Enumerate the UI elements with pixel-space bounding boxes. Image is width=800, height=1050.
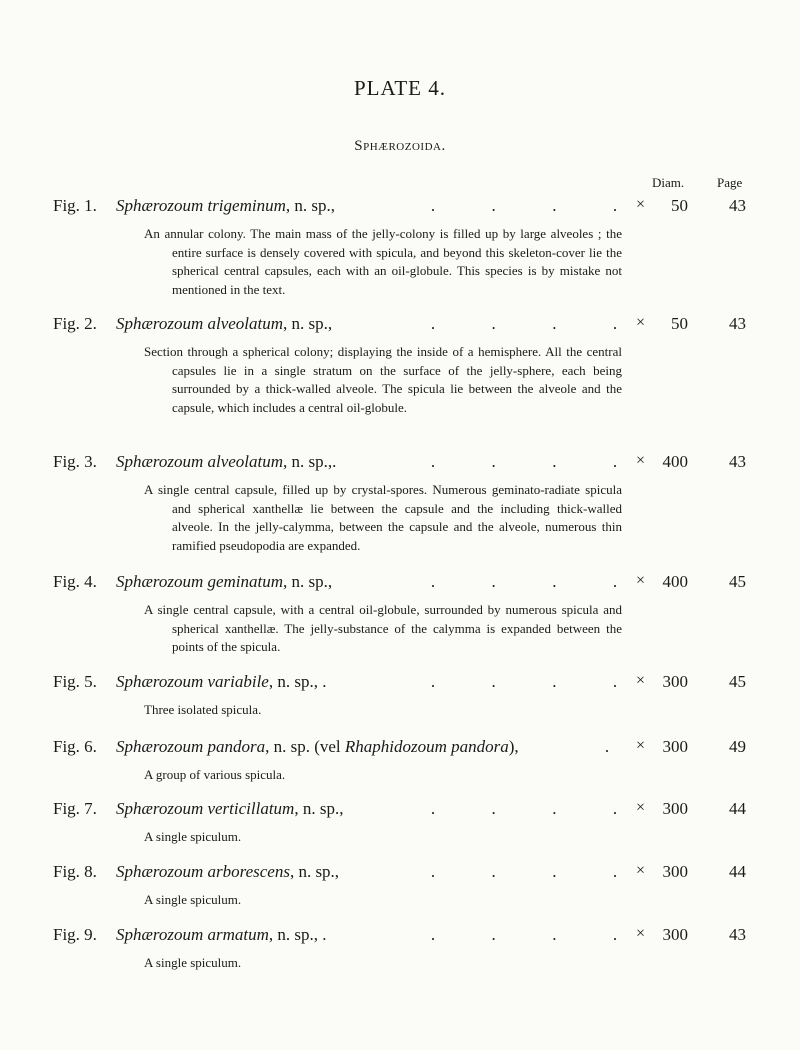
figure-label: Fig. 1. [53, 196, 97, 215]
species-name: Sphærozoum alveolatum [116, 314, 284, 333]
figure-label: Fig. 3. [53, 452, 97, 471]
leader-dots: . . . . [430, 925, 618, 944]
leader-dots: . . . . [430, 196, 618, 215]
times-symbol: × [636, 925, 646, 942]
section-title: Sphærozoida. [354, 138, 446, 154]
figure-label: Fig. 4. [53, 572, 97, 591]
species-suffix: , n. sp., [289, 862, 340, 881]
species-name: Sphærozoum verticillatum [116, 799, 295, 818]
species-suffix: , n. sp., [283, 314, 333, 333]
figure-entry-9 [0, 925, 800, 973]
times-symbol: × [636, 572, 646, 589]
figure-description: Section through a spherical colony; displaying the inside of a hemisphere. All the central capsules lie in a single stratum on the surface of the jelly-sphere, each being surrounded by a thick-walled alveole. The spicula lie between the alveole and the capsule, which includes a central oil-globule. [144, 344, 622, 415]
figure-label: Fig. 5. [53, 672, 97, 691]
species-name: Sphærozoum trigeminum [116, 196, 286, 215]
leader-dots: . . . . [430, 314, 618, 333]
figure-page: 43 [729, 314, 746, 333]
leader-dots: . . . . [430, 862, 618, 881]
figure-page: 43 [729, 196, 746, 215]
figure-name [116, 862, 339, 882]
leader-dots: . . . . [430, 452, 618, 471]
times-symbol: × [636, 314, 646, 331]
times-symbol: × [636, 672, 646, 689]
figure-name [116, 737, 519, 757]
figure-diam: 300 [662, 737, 688, 756]
figure-name [116, 196, 335, 216]
species-name: Sphærozoum armatum [116, 925, 269, 944]
figure-diam: 400 [662, 452, 688, 471]
figure-name [116, 799, 343, 819]
figure-name [116, 314, 332, 334]
leader-dots: . . . . [430, 799, 618, 818]
figure-entry-1 [0, 196, 800, 299]
species-suffix: , n. sp., [294, 799, 344, 818]
alternate-species-name: Rhaphidozoum pandora [344, 737, 509, 756]
figure-page: 43 [729, 452, 746, 471]
figure-diam: 50 [671, 196, 688, 215]
figure-page: 45 [729, 572, 746, 591]
figure-entry-6 [0, 737, 800, 785]
figure-diam: 400 [662, 572, 688, 591]
figure-page: 49 [729, 737, 746, 756]
species-suffix: , n. sp., . [268, 925, 327, 944]
species-suffix: , n. sp., [283, 572, 333, 591]
leader-dots: . . . . [430, 572, 618, 591]
times-symbol: × [636, 452, 646, 469]
figure-name [116, 672, 326, 692]
times-symbol: × [636, 737, 646, 754]
figure-description: A single central capsule, filled up by crystal-spores. Numerous geminato-radiate spicula and spherical xanthellæ lie between the capsule and the including thick-walled alveole. In the jelly-calymma, between the capsule and the alveole, numerous thin ramified pseudopodia are expanded. [144, 482, 622, 553]
figure-diam: 300 [662, 862, 688, 881]
figure-page: 45 [729, 672, 746, 691]
species-name: Sphærozoum pandora [116, 737, 266, 756]
figure-entry-8 [0, 862, 800, 910]
plate-title: PLATE 4. [354, 76, 446, 100]
figure-description: A single spiculum. [144, 892, 242, 907]
figure-description: An annular colony. The main mass of the jelly-colony is filled up by large alveoles ; the entire surface is densely covered with spicula, and beyond this skeleton-cover lie the spherical central capsules, each with an oil-globule. This species is by mistake not mentioned in the text. [144, 226, 622, 297]
species-suffix: , n. sp.,. [283, 452, 337, 471]
species-suffix: , n. sp., [285, 196, 335, 215]
figure-label: Fig. 8. [53, 862, 97, 881]
figure-name [116, 572, 332, 592]
figure-description: A group of various spicula. [144, 767, 286, 782]
species-suffix: , n. sp., . [268, 672, 327, 691]
figure-diam: 300 [662, 672, 688, 691]
figure-page: 44 [729, 799, 746, 818]
figure-diam: 300 [662, 925, 688, 944]
figure-entry-7 [0, 799, 800, 847]
figure-diam: 50 [671, 314, 688, 333]
figure-name [116, 452, 336, 472]
figure-entry-4 [0, 572, 800, 657]
times-symbol: × [636, 799, 646, 816]
figure-label: Fig. 2. [53, 314, 97, 333]
figure-page: 44 [729, 862, 746, 881]
figure-label: Fig. 9. [53, 925, 97, 944]
figure-description: A single spiculum. [144, 955, 242, 970]
figure-label: Fig. 6. [53, 737, 97, 756]
species-suffix: , n. sp. (vel [265, 737, 345, 756]
column-header-page: Page [717, 175, 743, 190]
figure-entry-5 [0, 672, 800, 720]
times-symbol: × [636, 862, 646, 879]
figure-page: 43 [729, 925, 746, 944]
figure-name [116, 925, 326, 945]
times-symbol: × [636, 196, 646, 213]
figure-entry-3 [0, 452, 800, 555]
leader-dots: . [604, 737, 610, 756]
species-name: Sphærozoum alveolatum [116, 452, 284, 471]
species-name: Sphærozoum arborescens [116, 862, 290, 881]
species-name: Sphærozoum geminatum [116, 572, 284, 591]
figure-diam: 300 [662, 799, 688, 818]
figure-description: A single central capsule, with a central oil-globule, surrounded by numerous spicula and spherical xanthellæ. The jelly-substance of the calymma is expanded between the points of the spicula. [144, 602, 622, 654]
figure-description: Three isolated spicula. [144, 702, 262, 717]
figure-label: Fig. 7. [53, 799, 97, 818]
figure-entry-2 [0, 314, 800, 417]
species-name: Sphærozoum variabile [116, 672, 269, 691]
column-header-diam: Diam. [652, 175, 685, 190]
leader-dots: . . . . [430, 672, 618, 691]
figure-description: A single spiculum. [144, 829, 242, 844]
species-suffix-close: ), [508, 737, 519, 756]
